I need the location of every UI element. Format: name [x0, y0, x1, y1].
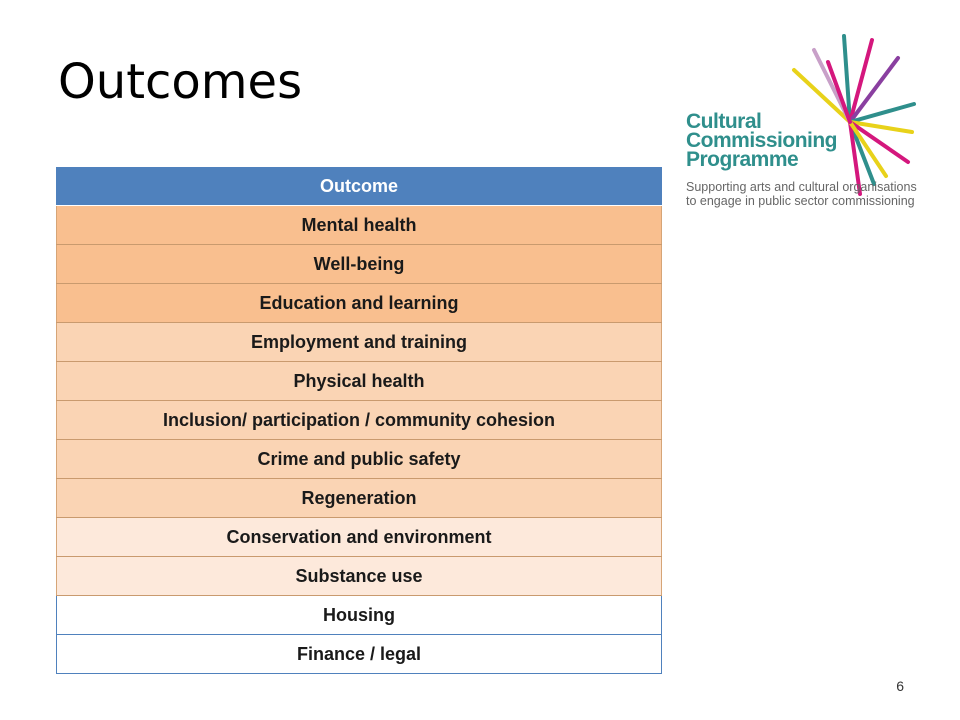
logo-tagline [686, 180, 917, 208]
table-cell: Physical health [57, 362, 662, 401]
table-cell: Mental health [57, 206, 662, 245]
table-cell: Housing [57, 596, 662, 635]
cultural-commissioning-logo [682, 34, 922, 214]
table-cell: Regeneration [57, 479, 662, 518]
table-row [57, 206, 662, 245]
logo-tagline-line: to engage in public sector commissioning [686, 194, 915, 208]
slide-title: Outcomes [58, 54, 303, 110]
table-row [57, 440, 662, 479]
table-row [57, 323, 662, 362]
table-row [57, 557, 662, 596]
table-cell: Conservation and environment [57, 518, 662, 557]
table-row [57, 596, 662, 635]
logo-name [686, 112, 837, 169]
table-cell: Inclusion/ participation / community cohesion [57, 401, 662, 440]
table-cell: Employment and training [57, 323, 662, 362]
table-header-outcome: Outcome [57, 167, 662, 206]
table-cell: Finance / legal [57, 635, 662, 674]
logo-name-line: Cultural [686, 110, 762, 133]
table-row [57, 362, 662, 401]
table-row [57, 284, 662, 323]
table-header-row [57, 167, 662, 206]
table-row [57, 479, 662, 518]
logo-name-line: Programme [686, 148, 799, 171]
table-row [57, 518, 662, 557]
outcomes-table [56, 167, 662, 674]
logo-tagline-line: Supporting arts and cultural organisations [686, 180, 917, 194]
table-cell: Well-being [57, 245, 662, 284]
logo-name-line: Commissioning [686, 129, 838, 152]
table-cell: Crime and public safety [57, 440, 662, 479]
table-row [57, 635, 662, 674]
page-number: 6 [896, 678, 904, 694]
table-cell: Substance use [57, 557, 662, 596]
table-row [57, 401, 662, 440]
table-cell: Education and learning [57, 284, 662, 323]
table-row [57, 245, 662, 284]
